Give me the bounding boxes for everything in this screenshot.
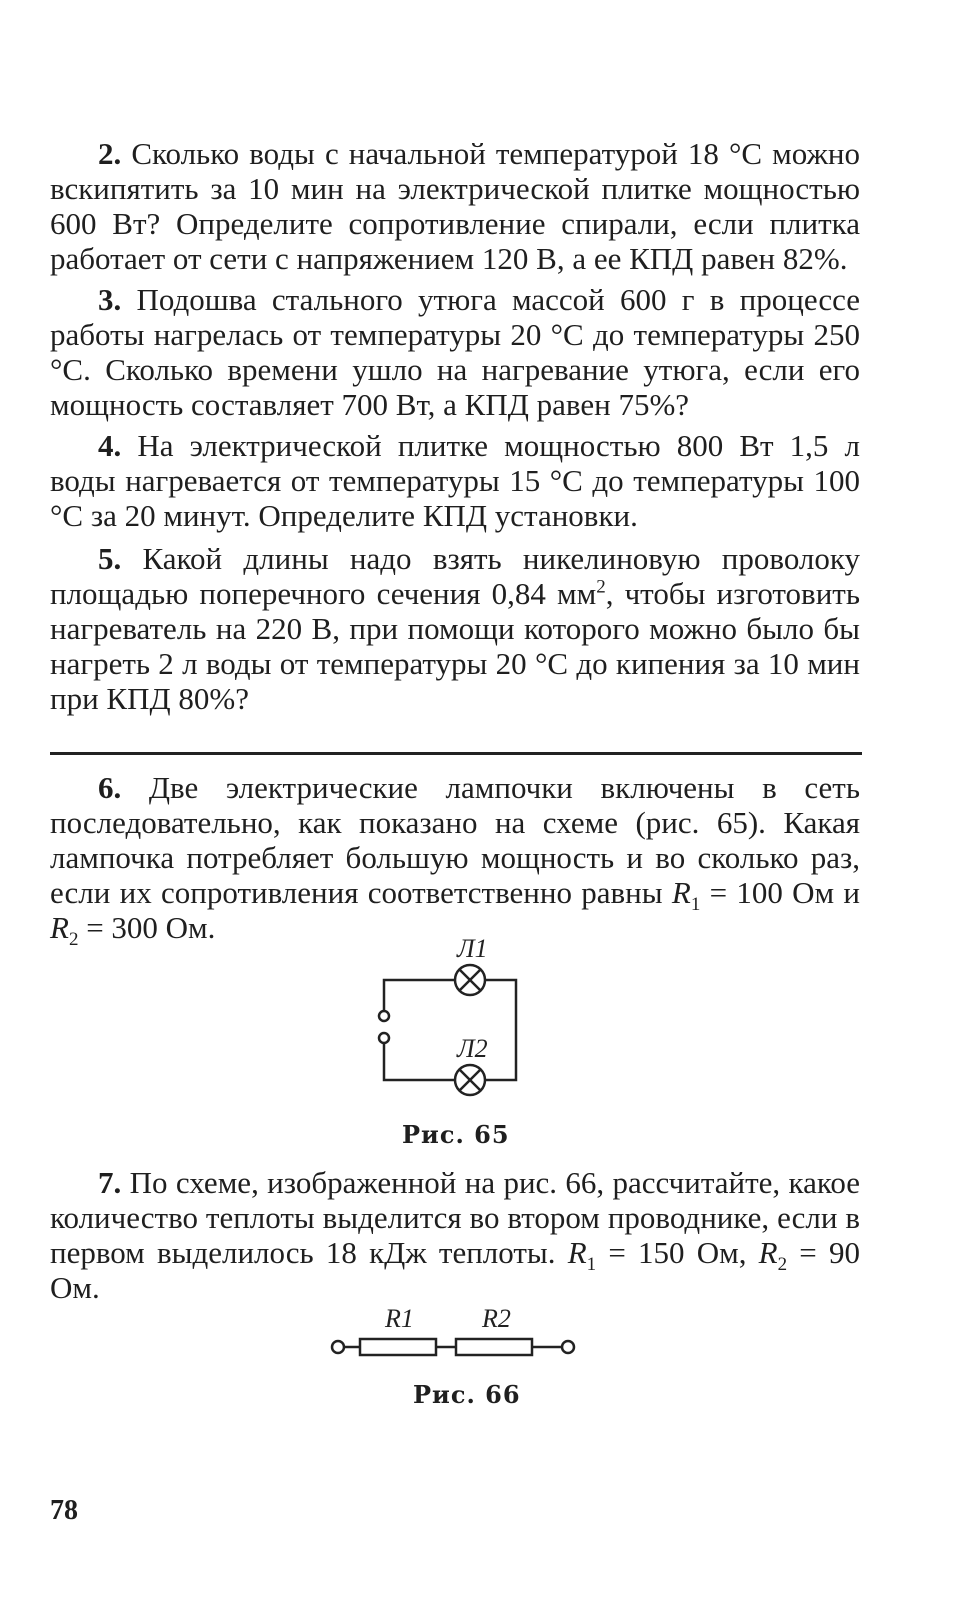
problem-number: 3. (98, 282, 122, 317)
subscript: 2 (68, 929, 79, 951)
subscript: 1 (586, 1254, 597, 1276)
problem-text: Какой длины надо взять никелиновую проволоку площадью поперечного сечения 0,84 мм (50, 541, 861, 611)
problem-text: = 100 Ом и (700, 875, 861, 910)
subscript: 1 (690, 894, 701, 916)
figure-66-circuit (320, 1300, 590, 1370)
figure-65-caption: Рис. 65 (402, 1120, 510, 1149)
problem-number: 5. (98, 541, 122, 576)
terminal (562, 1341, 574, 1353)
resistor-2 (456, 1339, 532, 1355)
problem-text: = 150 Ом, (596, 1235, 759, 1270)
problem-text: , чтобы изготовить нагреватель на 220 В, при помощи которого можно было бы нагреть 2 л воды от температуры 20 °С до кипения за 10 мин при КПД 80%? (50, 576, 860, 716)
problem-number: 4. (98, 428, 122, 463)
wire (485, 980, 516, 1080)
lamp-1-label: Л1 (457, 934, 488, 963)
page-number: 78 (50, 1495, 78, 1526)
subscript: 2 (777, 1254, 788, 1276)
resistor-1-label: R1 (385, 1304, 414, 1333)
problem-number: 7. (98, 1165, 122, 1200)
wire (384, 1042, 455, 1080)
variable-r: R (758, 1235, 778, 1270)
problem-2 (50, 136, 860, 276)
problem-number: 6. (98, 770, 122, 805)
section-divider (50, 752, 862, 755)
terminal (332, 1341, 344, 1353)
problem-7 (50, 1165, 860, 1305)
problem-5 (50, 541, 860, 716)
problem-text: На электрической плитке мощностью 800 Вт 1,5 л воды нагревается от температуры 15 °С до температуры 100 °С за 20 минут. Определите КПД установки. (50, 428, 860, 533)
variable-r: R (50, 910, 69, 945)
problem-3 (50, 282, 860, 422)
problem-text: Сколько воды с начальной температурой 18 °С можно вскипятить за 10 мин на электрической плитке мощностью 600 Вт? Определите сопротивление спирали, если плитка работает от сети с напряжением 120 В, а ее КПД равен 82%. (50, 136, 860, 276)
figure-65-circuit (360, 930, 560, 1100)
terminal (379, 1033, 389, 1043)
problem-text: Две электрические лампочки включены в сеть последовательно, как показано на схеме (рис. 65). Какая лампочка потребляет большую мощность и во сколько раз, если их сопротивления соответственно равны (50, 770, 860, 910)
problem-text: По схеме, изображенной на рис. 66, рассчитайте, какое количество теплоты выделится во втором проводнике, если в первом выделилось 18 кДж теплоты. (50, 1165, 861, 1270)
lamp-2-label: Л2 (457, 1034, 488, 1063)
resistor-2-label: R2 (482, 1304, 511, 1333)
problem-text: = 90 Ом. (50, 1235, 860, 1305)
problem-4 (50, 428, 860, 533)
variable-r: R (567, 1235, 587, 1270)
problem-number: 2. (98, 136, 122, 171)
wire (384, 980, 455, 1010)
resistor-1 (360, 1339, 436, 1355)
terminal (379, 1011, 389, 1021)
figure-66-caption: Рис. 66 (413, 1380, 521, 1409)
superscript: 2 (596, 576, 606, 598)
problem-text: = 300 Ом. (78, 910, 216, 945)
problem-text: Подошва стального утюга массой 600 г в процессе работы нагрелась от температуры 20 °С до температуры 250 °С. Сколько времени ушло на нагревание утюга, если его мощность составляет 700 Вт, а КПД равен 75%? (50, 282, 861, 422)
variable-r: R (671, 875, 691, 910)
